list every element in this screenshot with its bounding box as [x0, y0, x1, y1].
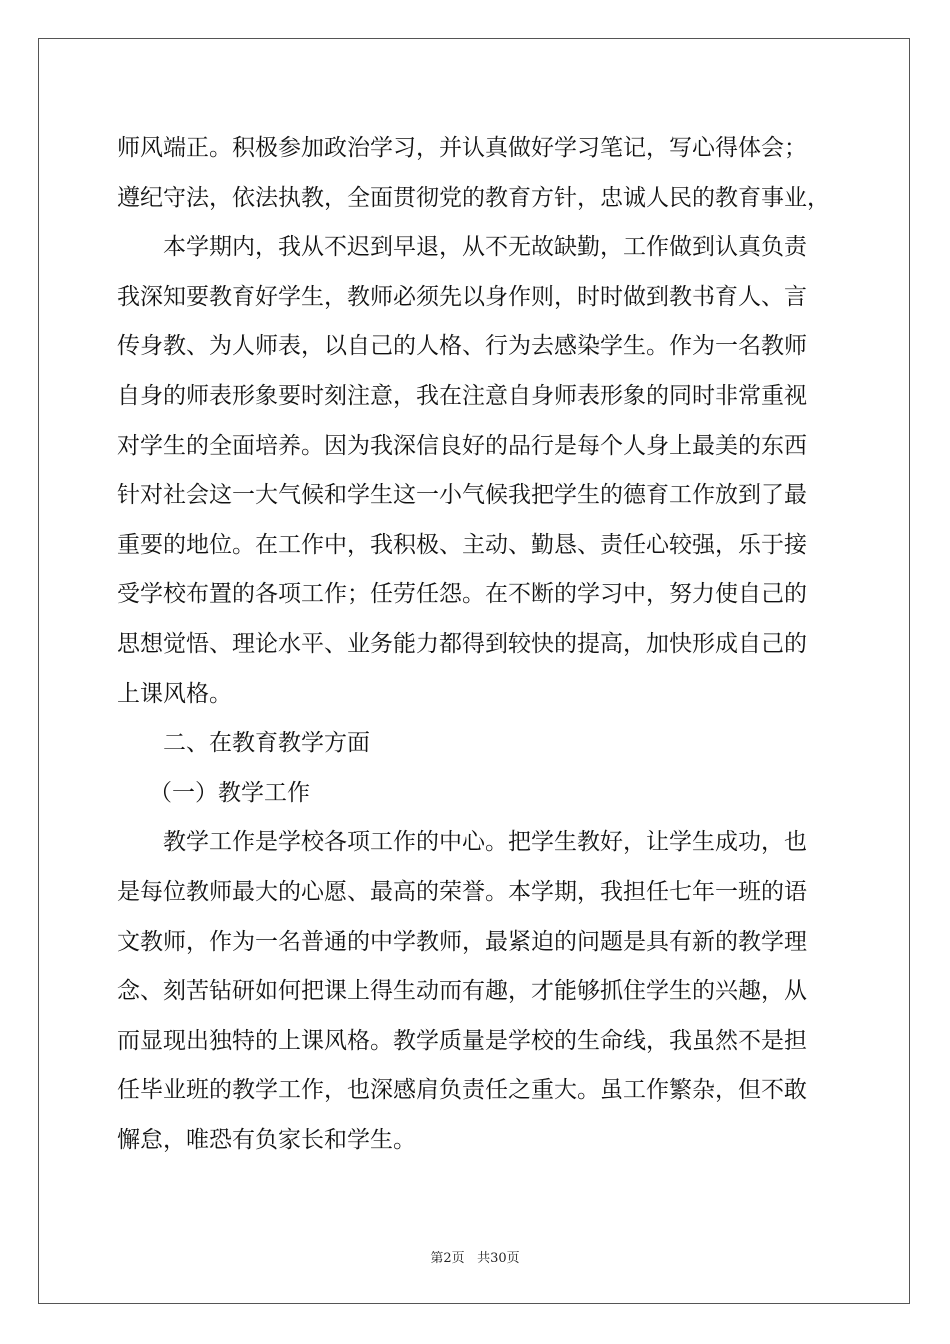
text-line: 文教师，作为一名普通的中学教师，最紧迫的问题是具有新的教学理: [117, 928, 807, 955]
text-line: 针对社会这一大气候和学生这一小气候我把学生的德育工作放到了最: [117, 482, 807, 509]
text-line: 而显现出独特的上课风格。教学质量是学校的生命线，我虽然不是担: [117, 1027, 807, 1054]
text-line: 念、刻苦钻研如何把课上得生动而有趣，才能够抓住学生的兴趣，从: [117, 978, 807, 1005]
section-heading: 二、在教育教学方面: [163, 730, 370, 757]
text-line: 上课风格。: [117, 680, 232, 707]
text-line: 遵纪守法，依法执教，全面贯彻党的教育方针，忠诚人民的教育事业，: [117, 184, 830, 211]
text-line: 受学校布置的各项工作；任劳任怨。在不断的学习中，努力使自己的: [117, 581, 807, 608]
document-body: [117, 124, 857, 1165]
text-line: 自身的师表形象要时刻注意，我在注意自身师表形象的同时非常重视: [117, 382, 807, 409]
page-number: 第2页: [430, 1251, 465, 1266]
text-line: 任毕业班的教学工作，也深感肩负责任之重大。虽工作繁杂，但不敢: [117, 1077, 807, 1104]
text-line: 我深知要教育好学生，教师必须先以身作则，时时做到教书育人、言: [117, 283, 807, 310]
text-line: 重要的地位。在工作中，我积极、主动、勤恳、责任心较强，乐于接: [117, 531, 807, 558]
text-line: 是每位教师最大的心愿、最高的荣誉。本学期，我担任七年一班的语: [117, 878, 807, 905]
subsection-heading: （一）教学工作: [149, 779, 310, 806]
text-line: 本学期内，我从不迟到早退，从不无故缺勤，工作做到认真负责: [163, 234, 807, 261]
text-line: 懈怠，唯恐有负家长和学生。: [117, 1126, 416, 1153]
total-pages: 共30页: [477, 1251, 520, 1266]
text-line: 思想觉悟、理论水平、业务能力都得到较快的提高，加快形成自己的: [117, 630, 807, 657]
page-footer: [0, 1247, 950, 1266]
text-line: 对学生的全面培养。因为我深信良好的品行是每个人身上最美的东西: [117, 432, 807, 459]
text-line: 传身教、为人师表，以自己的人格、行为去感染学生。作为一名教师: [117, 333, 807, 360]
text-line: 师风端正。积极参加政治学习，并认真做好学习笔记，写心得体会；: [117, 135, 807, 161]
text-line: 教学工作是学校各项工作的中心。把学生教好，让学生成功，也: [163, 829, 807, 856]
